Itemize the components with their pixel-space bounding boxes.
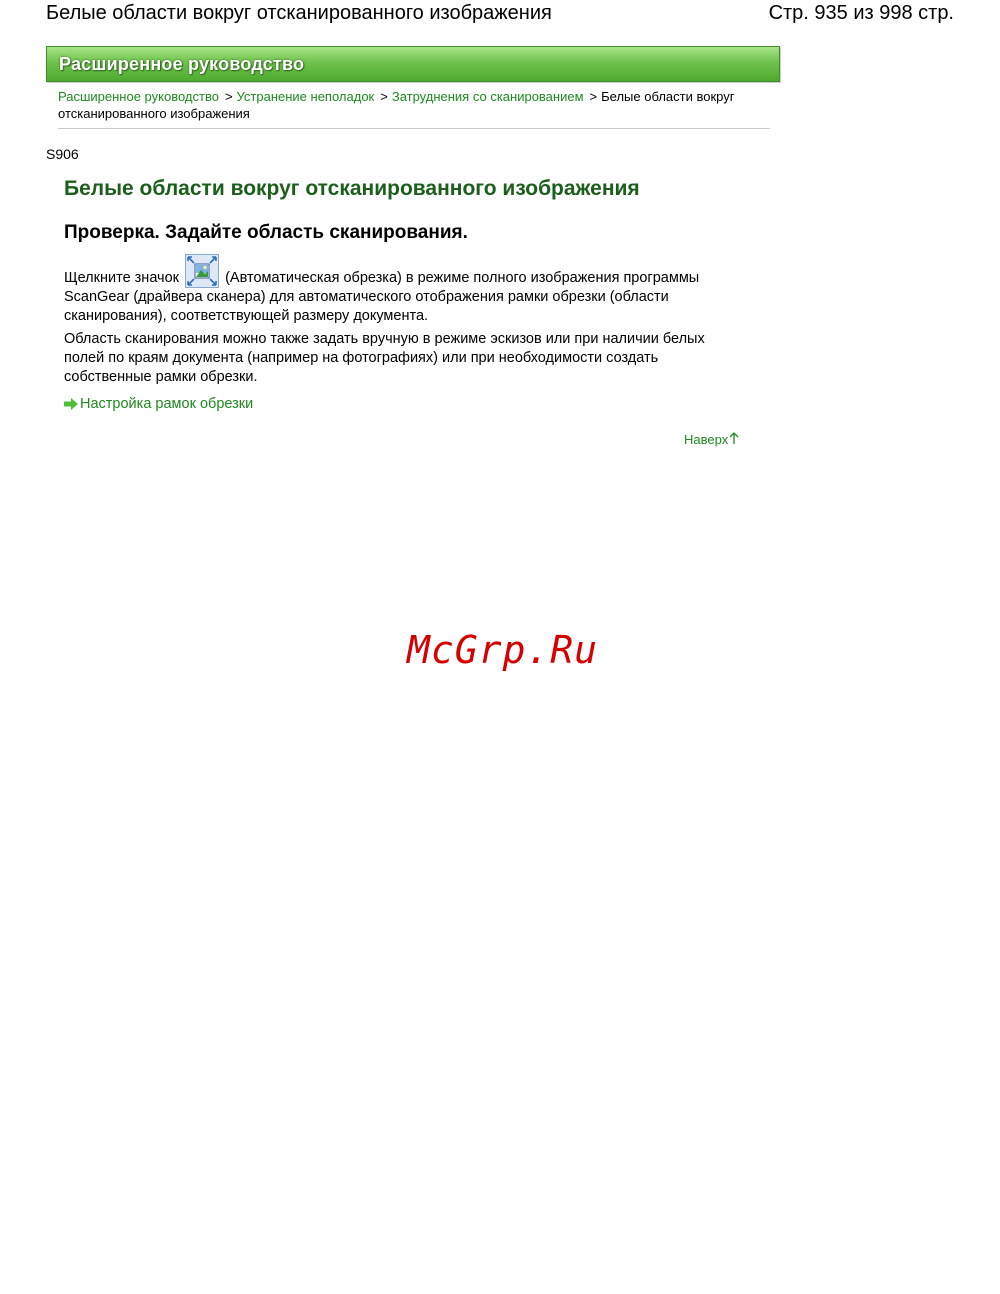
article-paragraph-1	[64, 254, 744, 326]
arrow-right-icon	[64, 397, 78, 416]
breadcrumb-separator: >	[589, 89, 598, 104]
breadcrumb-link-troubleshooting[interactable]: Устранение неполадок	[236, 89, 375, 104]
paragraph-1-rest: (Автоматическая обрезка) в режиме полного изображения программы ScanGear (драйвера сканера) для автоматического отображения рамки обрезки (области сканирования), соответствующей размеру документа.	[64, 270, 700, 324]
breadcrumb-link-scanning-problems[interactable]: Затруднения со сканированием	[391, 89, 584, 104]
breadcrumb	[58, 88, 770, 129]
breadcrumb-link-advanced-guide[interactable]: Расширенное руководство	[58, 89, 219, 104]
to-top-link[interactable]	[684, 432, 739, 447]
article-paragraph-2: Область сканирования можно также задать вручную в режиме эскизов или при наличии белых полей по краям документа (например на фотографиях) или при необходимости создать собственные рамки обрезки.	[64, 331, 705, 385]
to-top-label: Наверх	[684, 432, 729, 447]
watermark: McGrp.Ru	[407, 628, 599, 672]
crop-frames-link[interactable]: Настройка рамок обрезки	[80, 396, 254, 412]
page-header	[46, 2, 954, 28]
article	[64, 174, 744, 416]
auto-crop-icon	[185, 254, 219, 288]
arrow-up-icon	[729, 432, 739, 447]
article-title: Белые области вокруг отсканированного изображения	[64, 177, 640, 200]
section-banner	[46, 46, 780, 82]
banner-label: Расширенное руководство	[59, 54, 305, 74]
document-code: S906	[46, 146, 79, 162]
paragraph-1-lead: Щелкните значок	[64, 270, 180, 286]
article-subtitle: Проверка. Задайте область сканирования.	[64, 222, 468, 243]
header-title: Белые области вокруг отсканированного изображения	[46, 2, 552, 24]
header-page-info: Стр. 935 из 998 стр.	[768, 2, 954, 24]
breadcrumb-separator: >	[380, 89, 388, 104]
breadcrumb-current: Белые области вокруг отсканированного изображения	[58, 89, 735, 121]
breadcrumb-separator: >	[224, 89, 233, 104]
related-link-row	[64, 395, 744, 416]
